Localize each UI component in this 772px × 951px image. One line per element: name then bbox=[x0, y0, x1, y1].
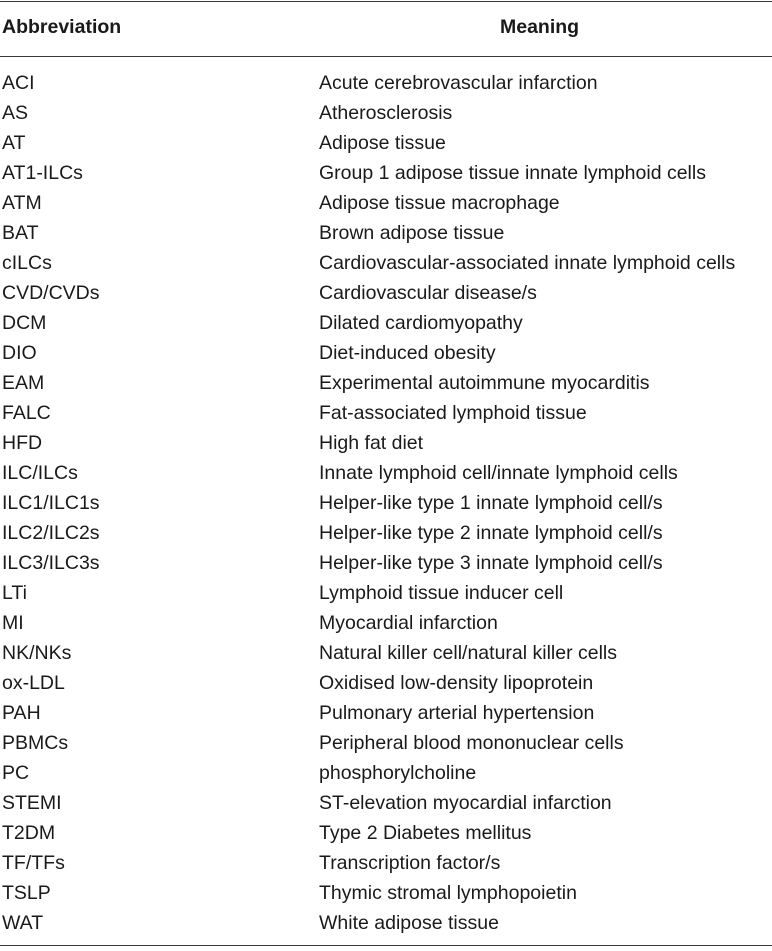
table-row bbox=[0, 518, 772, 548]
table-row bbox=[0, 578, 772, 608]
abbreviation-cell: T2DM bbox=[2, 822, 56, 844]
table-row bbox=[0, 878, 772, 908]
meaning-cell: Adipose tissue bbox=[319, 132, 446, 154]
table-row bbox=[0, 428, 772, 458]
meaning-cell: Brown adipose tissue bbox=[319, 222, 505, 244]
meaning-cell: Helper-like type 1 innate lymphoid cell/s bbox=[319, 492, 663, 514]
abbreviation-cell: ILC2/ILC2s bbox=[2, 522, 100, 544]
meaning-cell: Cardiovascular disease/s bbox=[319, 282, 537, 304]
abbreviation-cell: WAT bbox=[2, 912, 44, 934]
abbreviation-cell: ILC3/ILC3s bbox=[2, 552, 100, 574]
abbreviation-cell: TF/TFs bbox=[2, 852, 65, 874]
abbreviation-cell: BAT bbox=[2, 222, 39, 244]
table-row bbox=[0, 308, 772, 338]
table-row bbox=[0, 368, 772, 398]
table-row bbox=[0, 638, 772, 668]
meaning-cell: Thymic stromal lymphopoietin bbox=[319, 882, 577, 904]
abbreviation-cell: DIO bbox=[2, 342, 37, 364]
table-row bbox=[0, 458, 772, 488]
table-row bbox=[0, 188, 772, 218]
table-row bbox=[0, 548, 772, 578]
meaning-cell: Helper-like type 3 innate lymphoid cell/s bbox=[319, 552, 663, 574]
meaning-cell: Adipose tissue macrophage bbox=[319, 192, 560, 214]
meaning-cell: Natural killer cell/natural killer cells bbox=[319, 642, 618, 664]
table-row bbox=[0, 218, 772, 248]
abbreviation-cell: PAH bbox=[2, 702, 41, 724]
table-row bbox=[0, 278, 772, 308]
meaning-cell: High fat diet bbox=[319, 432, 424, 454]
meaning-cell: Acute cerebrovascular infarction bbox=[319, 72, 598, 94]
abbreviation-cell: cILCs bbox=[2, 252, 52, 274]
table-row bbox=[0, 788, 772, 818]
abbreviation-cell: PC bbox=[2, 762, 30, 784]
abbreviation-cell: DCM bbox=[2, 312, 47, 334]
table-row bbox=[0, 128, 772, 158]
meaning-cell: Oxidised low-density lipoprotein bbox=[319, 672, 594, 694]
table-row bbox=[0, 338, 772, 368]
abbreviation-cell: EAM bbox=[2, 372, 45, 394]
table-row bbox=[0, 248, 772, 278]
abbreviation-cell: STEMI bbox=[2, 792, 62, 814]
abbreviation-cell: AS bbox=[2, 102, 29, 124]
table-row bbox=[0, 698, 772, 728]
meaning-cell: Peripheral blood mononuclear cells bbox=[319, 732, 624, 754]
meaning-cell: Lymphoid tissue inducer cell bbox=[319, 582, 564, 604]
meaning-cell: Dilated cardiomyopathy bbox=[319, 312, 523, 334]
abbreviation-cell: HFD bbox=[2, 432, 43, 454]
table-row bbox=[0, 158, 772, 188]
table-row bbox=[0, 68, 772, 98]
abbreviation-cell: ox-LDL bbox=[2, 672, 65, 694]
meaning-cell: Cardiovascular-associated innate lymphoid cells bbox=[319, 252, 736, 274]
abbreviation-cell: AT1-ILCs bbox=[2, 162, 83, 184]
abbreviation-cell: ILC/ILCs bbox=[2, 462, 78, 484]
meaning-cell: Transcription factor/s bbox=[319, 852, 501, 874]
abbreviation-cell: AT bbox=[2, 132, 26, 154]
meaning-cell: Diet-induced obesity bbox=[319, 342, 496, 364]
table-row bbox=[0, 398, 772, 428]
abbreviation-cell: PBMCs bbox=[2, 732, 69, 754]
meaning-cell: Fat-associated lymphoid tissue bbox=[319, 402, 587, 424]
abbreviation-cell: NK/NKs bbox=[2, 642, 72, 664]
table-header-row bbox=[0, 14, 772, 44]
meaning-cell: Helper-like type 2 innate lymphoid cell/s bbox=[319, 522, 663, 544]
meaning-cell: Myocardial infarction bbox=[319, 612, 498, 634]
table-row bbox=[0, 818, 772, 848]
meaning-cell: Experimental autoimmune myocarditis bbox=[319, 372, 650, 394]
table-row bbox=[0, 728, 772, 758]
table-top-rule bbox=[0, 1, 772, 2]
header-abbreviation: Abbreviation bbox=[2, 16, 122, 38]
abbreviation-cell: FALC bbox=[2, 402, 51, 424]
table-body bbox=[0, 68, 772, 938]
table-bottom-rule bbox=[0, 945, 772, 946]
meaning-cell: Group 1 adipose tissue innate lymphoid cells bbox=[319, 162, 706, 184]
meaning-cell: Innate lymphoid cell/innate lymphoid cells bbox=[319, 462, 678, 484]
meaning-cell: White adipose tissue bbox=[319, 912, 499, 934]
table-row bbox=[0, 608, 772, 638]
table-row bbox=[0, 488, 772, 518]
table-header-rule bbox=[0, 56, 772, 57]
abbreviation-cell: ATM bbox=[2, 192, 42, 214]
header-meaning: Meaning bbox=[500, 16, 580, 38]
abbreviation-cell: ILC1/ILC1s bbox=[2, 492, 100, 514]
table-row bbox=[0, 908, 772, 938]
abbreviation-cell: CVD/CVDs bbox=[2, 282, 100, 304]
abbreviation-cell: ACI bbox=[2, 72, 35, 94]
abbreviation-cell: LTi bbox=[2, 582, 27, 604]
table-row bbox=[0, 758, 772, 788]
meaning-cell: Type 2 Diabetes mellitus bbox=[319, 822, 532, 844]
meaning-cell: phosphorylcholine bbox=[319, 762, 477, 784]
meaning-cell: Atherosclerosis bbox=[319, 102, 453, 124]
table-row bbox=[0, 98, 772, 128]
table-row bbox=[0, 848, 772, 878]
abbreviation-cell: TSLP bbox=[2, 882, 51, 904]
abbreviation-cell: MI bbox=[2, 612, 24, 634]
meaning-cell: Pulmonary arterial hypertension bbox=[319, 702, 595, 724]
table-row bbox=[0, 668, 772, 698]
meaning-cell: ST-elevation myocardial infarction bbox=[319, 792, 612, 814]
